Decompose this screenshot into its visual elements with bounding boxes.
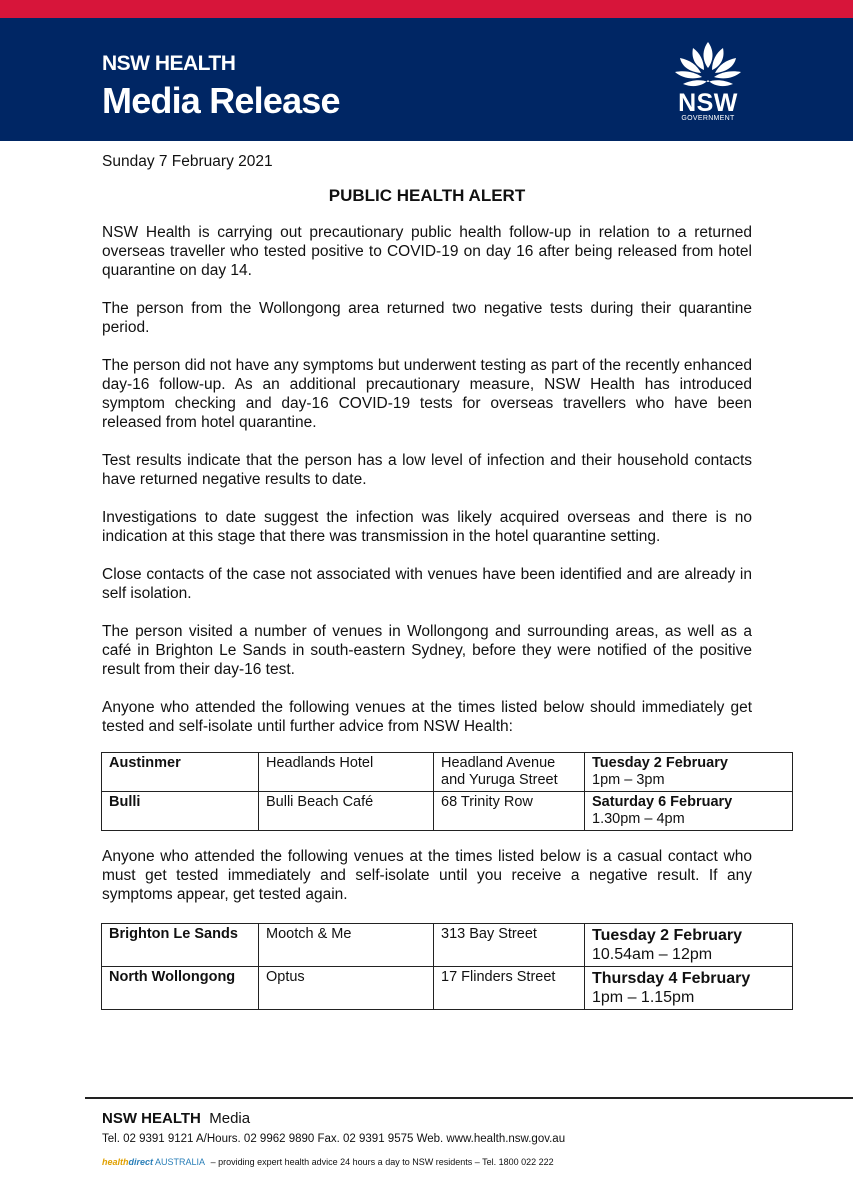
venue-day: Thursday 4 February (592, 970, 751, 987)
venue-name: Headlands Hotel (259, 753, 434, 792)
venue-suburb: Bulli (102, 792, 259, 831)
healthdirect-logo-australia: AUSTRALIA (155, 1157, 206, 1167)
table-row (102, 753, 793, 792)
top-red-bar (0, 0, 853, 18)
venue-day: Saturday 6 February (592, 794, 733, 810)
healthdirect-logo-health: health (102, 1157, 129, 1167)
venue-datetime (585, 967, 793, 1010)
paragraph: Test results indicate that the person has a low level of infection and their household contacts have returned negative results to date. (102, 452, 752, 488)
venue-time: 10.54am – 12pm (592, 946, 713, 963)
venue-name: Mootch & Me (259, 924, 434, 967)
paragraph: The person visited a number of venues in Wollongong and surrounding areas, as well as a café in Brighton Le Sands in south-eastern Sydney, before they were notified of the positive result from their day-16 test. (102, 623, 752, 678)
table-row (102, 924, 793, 967)
venue-name: Optus (259, 967, 434, 1010)
footer-org-name: NSW HEALTH (102, 1110, 201, 1127)
paragraph: NSW Health is carrying out precautionary public health follow-up in relation to a returned overseas traveller who tested positive to COVID-19 on day 16 after being released from hotel quarantine on day 14. (102, 224, 752, 279)
venue-address: 17 Flinders Street (434, 967, 585, 1010)
waratah-flower-icon (673, 40, 743, 92)
venue-time: 1pm – 1.15pm (592, 989, 695, 1006)
footer-contacts: Tel. 02 9391 9121 A/Hours. 02 9962 9890 Fax. 02 9391 9575 Web. www.health.nsw.gov.au (102, 1133, 566, 1145)
logo-government-text: GOVERNMENT (681, 115, 735, 122)
header-kicker: NSW HEALTH (102, 52, 236, 75)
nsw-government-logo (672, 40, 744, 136)
close-contact-venues-table (101, 752, 793, 831)
venue-datetime (585, 792, 793, 831)
venue-time: 1.30pm – 4pm (592, 811, 685, 827)
healthdirect-tagline: – providing expert health advice 24 hours a day to NSW residents – Tel. 1800 022 222 (210, 1157, 554, 1167)
healthdirect-line (102, 1157, 842, 1167)
venue-time: 1pm – 3pm (592, 772, 665, 788)
venue-suburb: Austinmer (102, 753, 259, 792)
footer-org (102, 1110, 842, 1127)
casual-contact-venues-table (101, 923, 793, 1010)
paragraph: Anyone who attended the following venues at the times listed below should immediately get tested and self-isolate until further advice from NSW Health: (102, 699, 752, 735)
venue-address: 68 Trinity Row (434, 792, 585, 831)
table-row (102, 792, 793, 831)
paragraph: The person did not have any symptoms but underwent testing as part of the recently enhanced day-16 follow-up. As an additional precautionary measure, NSW Health has introduced symptom checking and day-16 COVID-19 tests for overseas travellers who have been released from hotel quarantine. (102, 357, 752, 431)
footer-divider (85, 1097, 853, 1099)
venue-address: Headland Avenue and Yuruga Street (434, 753, 585, 792)
venue-datetime (585, 924, 793, 967)
paragraph: The person from the Wollongong area returned two negative tests during their quarantine period. (102, 300, 752, 336)
release-body (102, 152, 752, 1026)
header-title: Media Release (102, 80, 340, 121)
venue-name: Bulli Beach Café (259, 792, 434, 831)
paragraph: Close contacts of the case not associated with venues have been identified and are already in self isolation. (102, 566, 752, 602)
venue-suburb: North Wollongong (102, 967, 259, 1010)
venue-address: 313 Bay Street (434, 924, 585, 967)
healthdirect-logo-direct: direct (128, 1157, 154, 1167)
release-heading: PUBLIC HEALTH ALERT (328, 186, 526, 205)
venue-suburb: Brighton Le Sands (102, 924, 259, 967)
casual-contact-paragraph: Anyone who attended the following venues at the times listed below is a casual contact who must get tested immediately and self-isolate until you receive a negative result. If any symptoms appear, get tested again. (102, 848, 752, 903)
venue-day: Tuesday 2 February (592, 755, 728, 771)
footer-media: Media (209, 1110, 251, 1127)
venue-day: Tuesday 2 February (592, 927, 742, 944)
venue-datetime (585, 753, 793, 792)
table-row (102, 967, 793, 1010)
media-release-header (0, 18, 853, 141)
logo-nsw-text: NSW (678, 89, 738, 117)
page-footer (102, 1110, 842, 1167)
release-date: Sunday 7 February 2021 (102, 153, 273, 170)
paragraph: Investigations to date suggest the infection was likely acquired overseas and there is no indication at this stage that there was transmission in the hotel quarantine setting. (102, 509, 752, 545)
